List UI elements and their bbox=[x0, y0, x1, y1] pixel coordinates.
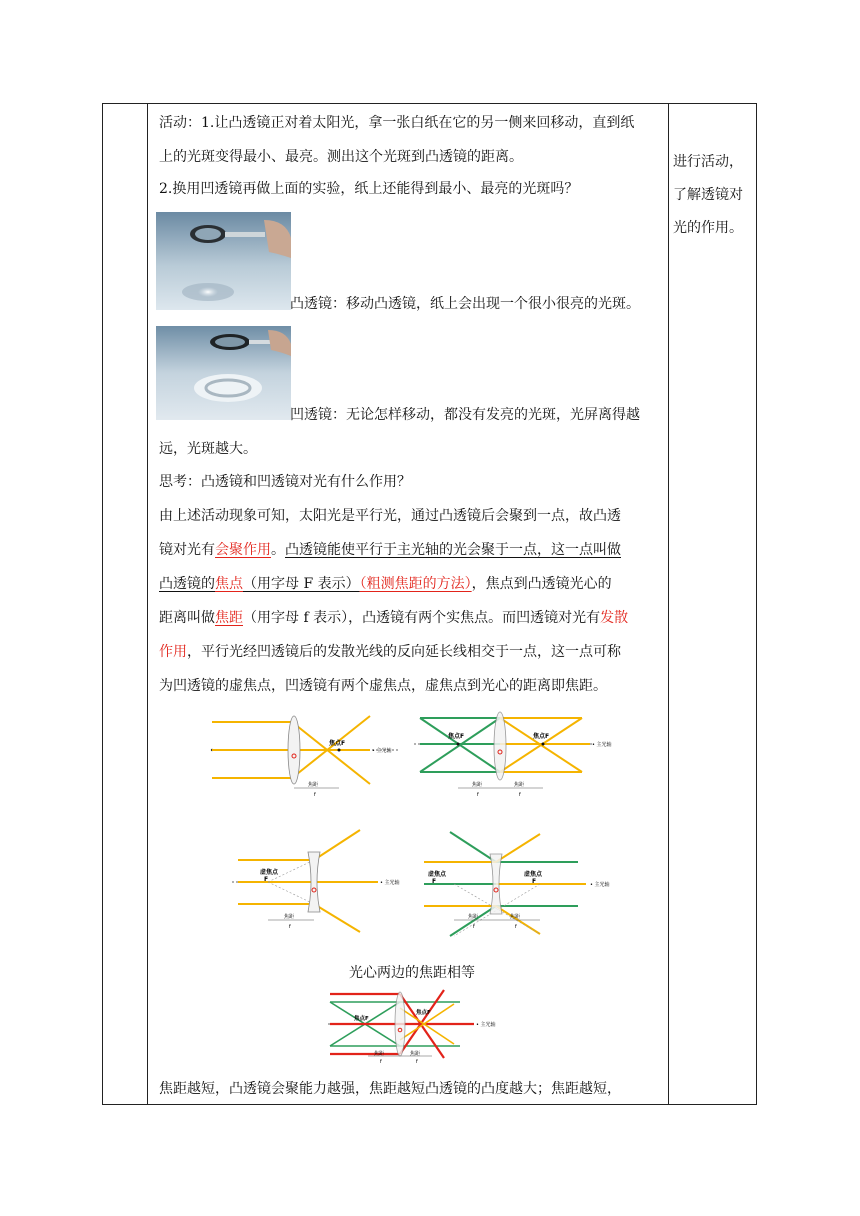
activity-2: 2.换用凹透镜再做上面的实验，纸上还能得到最小、最亮的光斑吗？ bbox=[159, 181, 579, 197]
f-label: f bbox=[515, 924, 517, 930]
explain-text: 距离叫做 bbox=[159, 610, 215, 626]
highlight-focus: 焦点 bbox=[215, 576, 243, 592]
activity-1-line-1: 活动：1.让凸透镜正对着太阳光，拿一张白纸在它的另一侧来回移动，直到纸 bbox=[159, 115, 635, 131]
focal-length-comparison-diagram bbox=[324, 984, 514, 1064]
explain-line-6: 为凹透镜的虚焦点，凹透镜有两个虚焦点，虚焦点到光心的距离即焦距。 bbox=[159, 678, 607, 694]
focus-definition: 凸透镜能使平行于主光轴的光会聚于一点，这一点叫做 bbox=[285, 542, 621, 558]
explain-line-2 bbox=[159, 541, 621, 559]
axis-label: • 主光轴 bbox=[372, 748, 392, 754]
design-intent-cell bbox=[673, 146, 757, 245]
f-label: f bbox=[314, 792, 316, 798]
explain-text: 。 bbox=[271, 542, 285, 558]
f-label: f bbox=[473, 924, 475, 930]
lesson-table bbox=[102, 103, 757, 1105]
highlight-diverging: 发散 bbox=[600, 610, 629, 626]
concave-lens-photo bbox=[156, 326, 291, 420]
column-divider bbox=[668, 104, 669, 1104]
concave-result-line-2: 远，光斑越大。 bbox=[159, 441, 257, 457]
focal-length-label: 焦距 bbox=[510, 914, 521, 920]
highlight-focal-length: 焦距 bbox=[215, 610, 243, 626]
focus-label: 焦点F bbox=[354, 1016, 369, 1022]
concave-lens-diagram bbox=[228, 824, 418, 936]
axis-label: • 主光轴 bbox=[476, 1022, 496, 1028]
highlight-method: （粗测焦距的方法） bbox=[359, 576, 472, 592]
explain-line-3 bbox=[159, 575, 612, 593]
focus-symbol-note: （用字母 F 表示） bbox=[243, 576, 360, 592]
activity-1-line-2: 上的光斑变得最小、最亮。测出这个光斑到凸透镜的距离。 bbox=[159, 149, 523, 165]
conclusion-line: 焦距越短，凸透镜会聚能力越强，焦距越短凸透镜的凸度越大；焦距越短， bbox=[159, 1081, 621, 1097]
focal-length-label: 焦距 bbox=[514, 782, 525, 788]
design-intent-line: 了解透镜对 bbox=[673, 187, 743, 203]
f-label: f bbox=[289, 924, 291, 930]
focal-length-label: 焦距 bbox=[374, 1051, 385, 1057]
focal-length-label: 焦距 bbox=[472, 782, 483, 788]
concave-lens-two-foci-diagram bbox=[420, 826, 630, 946]
highlight-converging: 会聚作用 bbox=[215, 542, 271, 558]
convex-lens-two-foci-diagram bbox=[410, 710, 626, 806]
focus-definition-cont: 凸透镜的 bbox=[159, 576, 215, 592]
explain-line-4 bbox=[159, 609, 628, 627]
explain-text: （用字母 f 表示），凸透镜有两个实焦点。而凹透镜对光有 bbox=[243, 610, 601, 626]
diagram-caption: 光心两边的焦距相等 bbox=[349, 965, 475, 981]
f-label: f bbox=[519, 792, 521, 798]
virtual-focus-label: 虚焦点 bbox=[524, 871, 543, 878]
convex-result: 凸透镜：移动凸透镜，纸上会出现一个很小很亮的光斑。 bbox=[290, 296, 640, 312]
focus-label: 焦点F bbox=[416, 1010, 431, 1016]
explain-line-5 bbox=[159, 643, 621, 661]
virtual-focus-label: 虚焦点 bbox=[260, 869, 279, 876]
focal-length-label: 焦距 bbox=[284, 914, 295, 920]
f-label: f bbox=[416, 1059, 418, 1064]
convex-lens-photo bbox=[156, 212, 291, 310]
virtual-focus-label: 虚焦点 bbox=[428, 871, 447, 878]
F-label: F bbox=[432, 878, 437, 885]
design-intent-line: 进行活动， bbox=[673, 154, 743, 170]
focal-length-label: 焦距 bbox=[308, 782, 319, 788]
focus-label: 焦点F bbox=[448, 733, 465, 740]
focal-length-label: 焦距 bbox=[468, 914, 479, 920]
focus-label: 焦点F bbox=[329, 740, 346, 747]
focal-length-label: 焦距 bbox=[410, 1051, 421, 1057]
convex-lens-diagram bbox=[208, 710, 408, 802]
focus-label: 焦点F bbox=[533, 733, 550, 740]
think-question: 思考：凸透镜和凹透镜对光有什么作用？ bbox=[159, 474, 411, 490]
design-intent-line: 光的作用。 bbox=[673, 220, 743, 236]
F-label: F bbox=[532, 878, 537, 885]
explain-line-1: 由上述活动现象可知，太阳光是平行光，通过凸透镜后会聚到一点，故凸透 bbox=[159, 508, 621, 524]
f-label: f bbox=[380, 1059, 382, 1064]
F-label: F bbox=[264, 876, 269, 883]
explain-text: 镜对光有 bbox=[159, 542, 215, 558]
explain-text: ，平行光经凹透镜后的发散光线的反向延长线相交于一点，这一点可称 bbox=[187, 644, 621, 660]
column-divider bbox=[147, 104, 148, 1104]
axis-label: • 主光轴 bbox=[380, 880, 400, 886]
concave-result-line-1: 凹透镜：无论怎样移动，都没有发亮的光斑，光屏离得越 bbox=[290, 407, 640, 423]
axis-label: • 主光轴 bbox=[592, 742, 612, 748]
f-label: f bbox=[477, 792, 479, 798]
explain-text: ，焦点到凸透镜光心的 bbox=[471, 576, 612, 592]
highlight-diverging-cont: 作用 bbox=[159, 644, 187, 660]
axis-label: • 主光轴 bbox=[590, 882, 610, 888]
